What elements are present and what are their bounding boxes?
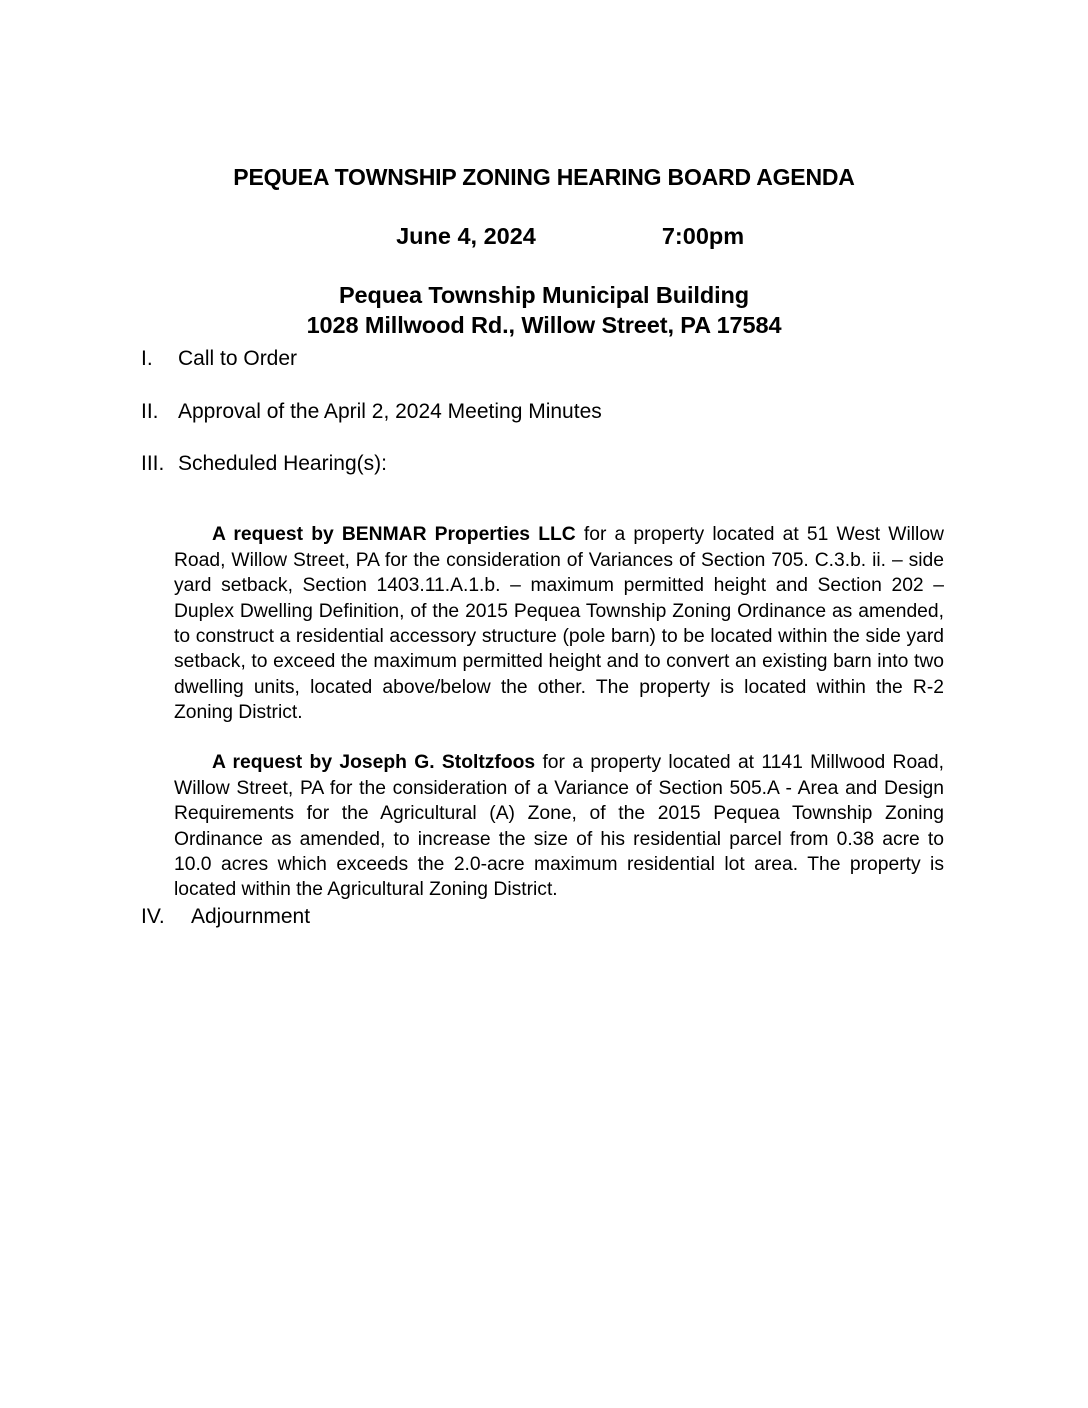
agenda-item-numeral: III.	[141, 452, 165, 475]
meeting-time: 7:00pm	[661, 223, 745, 249]
meeting-date: June 4, 2024	[396, 223, 536, 249]
agenda-item-adjournment	[141, 904, 961, 930]
meeting-venue: Pequea Township Municipal Building	[338, 282, 750, 308]
agenda-item-numeral: I.	[141, 347, 153, 370]
hearing-lead-benmar-properties: A request by BENMAR Properties LLC	[212, 524, 576, 546]
hearing-lead-joseph-stoltzfoos: A request by Joseph G. Stoltzfoos	[212, 752, 536, 774]
agenda-item-numeral: IV.	[141, 905, 165, 928]
agenda-item-label: Scheduled Hearing(s):	[178, 452, 387, 475]
document-header	[0, 163, 1088, 340]
hearing-body-joseph-stoltzfoos: for a property located at 1141 Millwood Road, Willow Street, PA for the consideration of a Variance of Section 505.A - Area and Design Requirements for the Agricultural (A) Zone, of the 2015 Pequea Township Zoning Ordinance as amended, to increase the size of his residential parcel from 0.38 acre to 10.0 acres which exceeds the 2.0-acre maximum residential lot area. The property is located within the Agricultural Zoning District.	[174, 752, 944, 901]
agenda-item-label: Call to Order	[178, 347, 298, 370]
meeting-address: 1028 Millwood Rd., Willow Street, PA 17584	[306, 311, 782, 338]
meeting-datetime-line	[0, 193, 1088, 282]
hearing-body-benmar-properties: for a property located at 51 West Willow Road, Willow Street, PA for the consideration of Variances of Section 705. C.3.b. ii. – side yard setback, Section 1403.11.A.1.b. – maximum permitted height and Section 202 – Duplex Dwelling Definition, of the 2015 Pequea Township Zoning Ordinance as amended, to construct a residential accessory structure (pole barn) to be located within the side yard setback, to exceed the maximum permitted height and to convert an existing barn into two dwelling units, located above/below the other. The property is located within the R-2 Zoning District.	[174, 524, 944, 724]
agenda-item-approval-of-minutes	[141, 399, 961, 425]
agenda-item-call-to-order	[141, 346, 961, 372]
page-title: PEQUEA TOWNSHIP ZONING HEARING BOARD AGENDA	[233, 164, 855, 190]
hearing-paragraph-joseph-stoltzfoos	[174, 750, 944, 902]
agenda-item-numeral: II.	[141, 400, 159, 423]
agenda-item-label: Adjournment	[191, 905, 311, 928]
agenda-item-scheduled-hearings	[141, 451, 961, 477]
agenda-item-label: Approval of the April 2, 2024 Meeting Minutes	[178, 400, 602, 423]
hearing-paragraph-benmar-properties	[174, 522, 944, 725]
